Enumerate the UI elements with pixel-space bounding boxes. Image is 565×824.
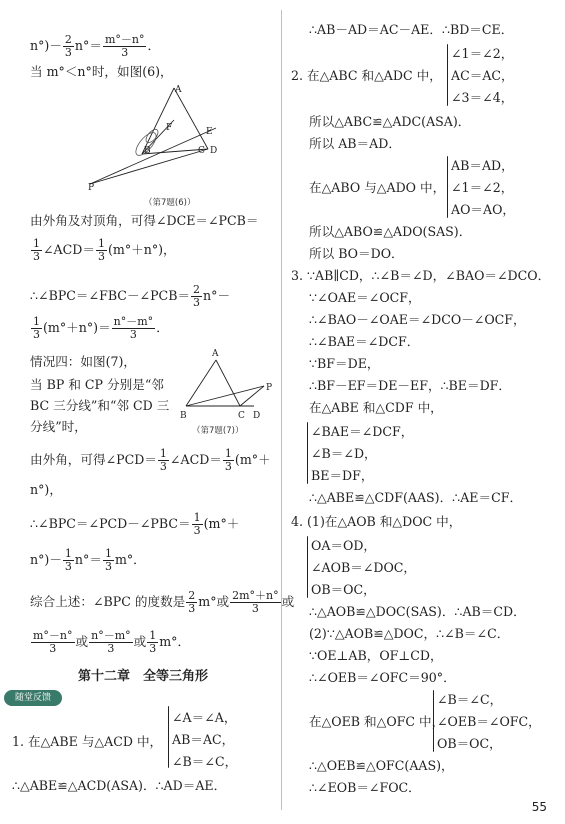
fraction: $\frac{2}{3}$	[64, 33, 72, 59]
line-16: $\frac{m^\circ-n^\circ}{3}$ 或 $\frac{n^\circ-m^\circ}{3}$ 或 $\frac{1}{3}$ m°．	[33, 629, 191, 655]
r-line-10: ∵BF＝DE，	[309, 356, 380, 371]
brace	[447, 156, 448, 218]
q1-cond-1: ∠A＝∠A，	[172, 710, 237, 725]
q4-cond-2: ∠AOB＝∠DOC，	[311, 560, 417, 575]
fraction: $\frac{m^\circ-n^\circ}{3}$	[104, 33, 145, 59]
page-number: 55	[531, 800, 547, 814]
fig6-label-b: B	[144, 146, 151, 156]
brace	[307, 422, 308, 484]
line-4: $\frac{1}{3}$ ∠ACD＝ $\frac{1}{3}$ (m°＋n°)，	[33, 237, 176, 263]
fraction: $\frac{1}{3}$	[97, 237, 105, 263]
fig7-label-d: D	[253, 411, 261, 421]
q4b-cond-3: OB＝OC，	[437, 736, 502, 751]
r-line-18: ∴∠OEB＝∠OFC＝90°．	[309, 670, 456, 685]
r-line-20: ∴∠EOB＝∠FOC．	[309, 780, 421, 795]
r-line-13: ∴△ABE≌△CDF(AAS)．∴AE＝CF．	[309, 490, 523, 505]
fraction: $\frac{2}{3}$	[188, 589, 196, 615]
fig6-label-f: F	[166, 123, 173, 133]
text: n°＝	[74, 38, 102, 53]
chapter-title: 第十二章 全等三角形	[78, 669, 209, 684]
q4b-cond-2: ∠OEB＝∠OFC，	[437, 714, 541, 729]
r-line-19: ∴△OEB≌△OFC(AAS)，	[309, 758, 454, 773]
r-line-15: ∴△AOB≌△DOC(SAS)．∴AB＝CD．	[309, 604, 526, 619]
r-line-11: ∴BF－EF＝DE－EF，∴BE＝DF．	[309, 378, 512, 393]
section-tag: 随堂反馈	[4, 690, 62, 706]
q1-conclusion: ∴△ABE≌△ACD(ASA)．∴AD＝AE．	[12, 778, 227, 793]
line-5: ∴∠BPC＝∠FBC－∠PCB＝ $\frac{2}{3}$ n°－	[30, 283, 231, 309]
brace	[307, 536, 308, 598]
figure6-caption: （第7题(6)）	[144, 198, 196, 208]
r-line-17: ∵OE⊥AB，OF⊥CD，	[309, 648, 443, 663]
fig6-label-a: A	[175, 85, 182, 95]
text: n°)－	[30, 38, 62, 53]
q4-cond-1: OA＝OD，	[311, 538, 377, 553]
r-line-9: ∴∠BAE＝∠DCF．	[309, 334, 420, 349]
q2b-cond-2: ∠1＝∠2，	[451, 180, 514, 195]
q1-cond-3: ∠B＝∠C，	[172, 754, 238, 769]
q4b-cond-1: ∠B＝∠C，	[437, 692, 503, 707]
line-11: 由外角，可得∠PCD＝ $\frac{1}{3}$ ∠ACD＝ $\frac{1}{3}$ (m°＋	[30, 447, 271, 473]
line-9: BC 三分线”和“邻 CD 三	[30, 398, 170, 413]
fig7-label-p: P	[266, 383, 273, 393]
line-13: ∴∠BPC＝∠PCD－∠PBC＝ $\frac{1}{3}$ (m°＋	[30, 511, 240, 537]
figure-7	[184, 356, 264, 416]
fig7-label-c: C	[238, 411, 245, 421]
fig6-label-d: D	[210, 146, 218, 156]
line-7: 情况四：如图(7)，	[30, 354, 136, 369]
fraction: $\frac{n^\circ-m^\circ}{3}$	[91, 629, 131, 655]
fig7-label-a: A	[212, 349, 219, 359]
fraction: $\frac{1}{3}$	[64, 547, 72, 573]
q4b-label: 在△OEB 和△OFC 中，	[309, 714, 445, 729]
figure7-caption: （第7题(7)）	[192, 426, 244, 436]
fraction: $\frac{2m^\circ+n^\circ}{3}$	[232, 589, 279, 615]
line-1	[30, 34, 160, 59]
q3-cond-2: ∠B＝∠D，	[311, 446, 377, 461]
fraction: $\frac{1}{3}$	[33, 315, 40, 341]
figure-6	[86, 84, 236, 194]
r-line-1: ∴AB－AD＝AC－AE．∴BD＝CE．	[309, 22, 514, 37]
q4-cond-3: OB＝OC，	[311, 582, 376, 597]
brace	[168, 706, 169, 768]
r-line-6: 3. ∵AB∥CD，∴∠B＝∠D，∠BAO＝∠DCO．	[291, 268, 551, 283]
line-6: $\frac{1}{3}$ (m°＋n°)＝ $\frac{n^\circ-m^\circ}{3}$ ．	[33, 315, 169, 341]
fraction: $\frac{1}{3}$	[33, 237, 40, 263]
fraction: $\frac{1}{3}$	[104, 547, 112, 573]
r-line-8: ∴∠BAO－∠OAE＝∠DCO－∠OCF，	[309, 312, 526, 327]
r-line-16: (2)∵△AOB≌△DOC，∴∠B＝∠C．	[309, 626, 510, 641]
q3-cond-3: BE＝DF，	[311, 468, 374, 483]
fig6-label-e: E	[206, 127, 213, 137]
q2b-label: 在△ABO 与△ADO 中，	[309, 180, 446, 195]
q1-cond-2: AB＝AC，	[172, 732, 235, 747]
q2-cond-2: AC＝AC，	[451, 68, 514, 83]
fraction: $\frac{1}{3}$	[159, 447, 167, 473]
fraction: $\frac{m^\circ-n^\circ}{3}$	[33, 629, 73, 655]
q2b-cond-1: AB＝AD，	[451, 158, 514, 173]
fig6-label-p: P	[88, 183, 95, 193]
line-12: n°)，	[30, 482, 62, 497]
line-3: 由外角及对顶角，可得∠DCE＝∠PCB＝	[30, 213, 259, 228]
line-10: 分线”时，	[30, 419, 87, 434]
right-column	[283, 0, 565, 824]
fraction: $\frac{1}{3}$	[224, 447, 232, 473]
line-14: n°)－ $\frac{1}{3}$ n°＝ $\frac{1}{3}$ m°．	[30, 547, 146, 573]
line-2: 当 m°＜n°时，如图(6)，	[30, 64, 173, 79]
line-15: 综合上述：∠BPC 的度数是 $\frac{2}{3}$ m°或 $\frac{2m^\circ+n^\circ}{3}$ 或	[30, 589, 295, 615]
q2b-cond-3: AO＝AO，	[451, 202, 516, 217]
r-line-2: 所以△ABC≌△ADC(ASA)．	[309, 114, 471, 129]
r-line-4: 所以△ABO≌△ADO(SAS)．	[309, 224, 472, 239]
text: ．	[147, 38, 161, 53]
line-8: 当 BP 和 CP 分别是“邻	[30, 377, 164, 392]
r-line-3: 所以 AB＝AD．	[309, 136, 401, 151]
fig6-label-c: C	[198, 146, 205, 156]
q3-cond-1: ∠BAE＝∠DCF，	[311, 424, 414, 439]
fraction: $\frac{n^\circ-m^\circ}{3}$	[113, 315, 154, 341]
q2-cond-1: ∠1＝∠2，	[451, 46, 514, 61]
r-line-7: ∵∠OAE＝∠OCF，	[309, 290, 421, 305]
fraction: $\frac{2}{3}$	[193, 283, 201, 309]
r-line-14: 4. (1)在△AOB 和△DOC 中，	[291, 514, 462, 529]
fraction: $\frac{1}{3}$	[149, 629, 157, 655]
brace	[433, 690, 434, 752]
q1-label: 1. 在△ABE 与△ACD 中，	[12, 734, 163, 749]
brace	[447, 44, 448, 106]
fraction: $\frac{1}{3}$	[193, 511, 201, 537]
q2-cond-3: ∠3＝∠4，	[451, 90, 514, 105]
r-line-5: 所以 BO＝DO．	[309, 246, 404, 261]
q2-label: 2. 在△ABC 和△ADC 中，	[291, 68, 442, 83]
r-line-12: 在△ABE 和△CDF 中，	[309, 400, 443, 415]
fig7-label-b: B	[180, 411, 187, 421]
